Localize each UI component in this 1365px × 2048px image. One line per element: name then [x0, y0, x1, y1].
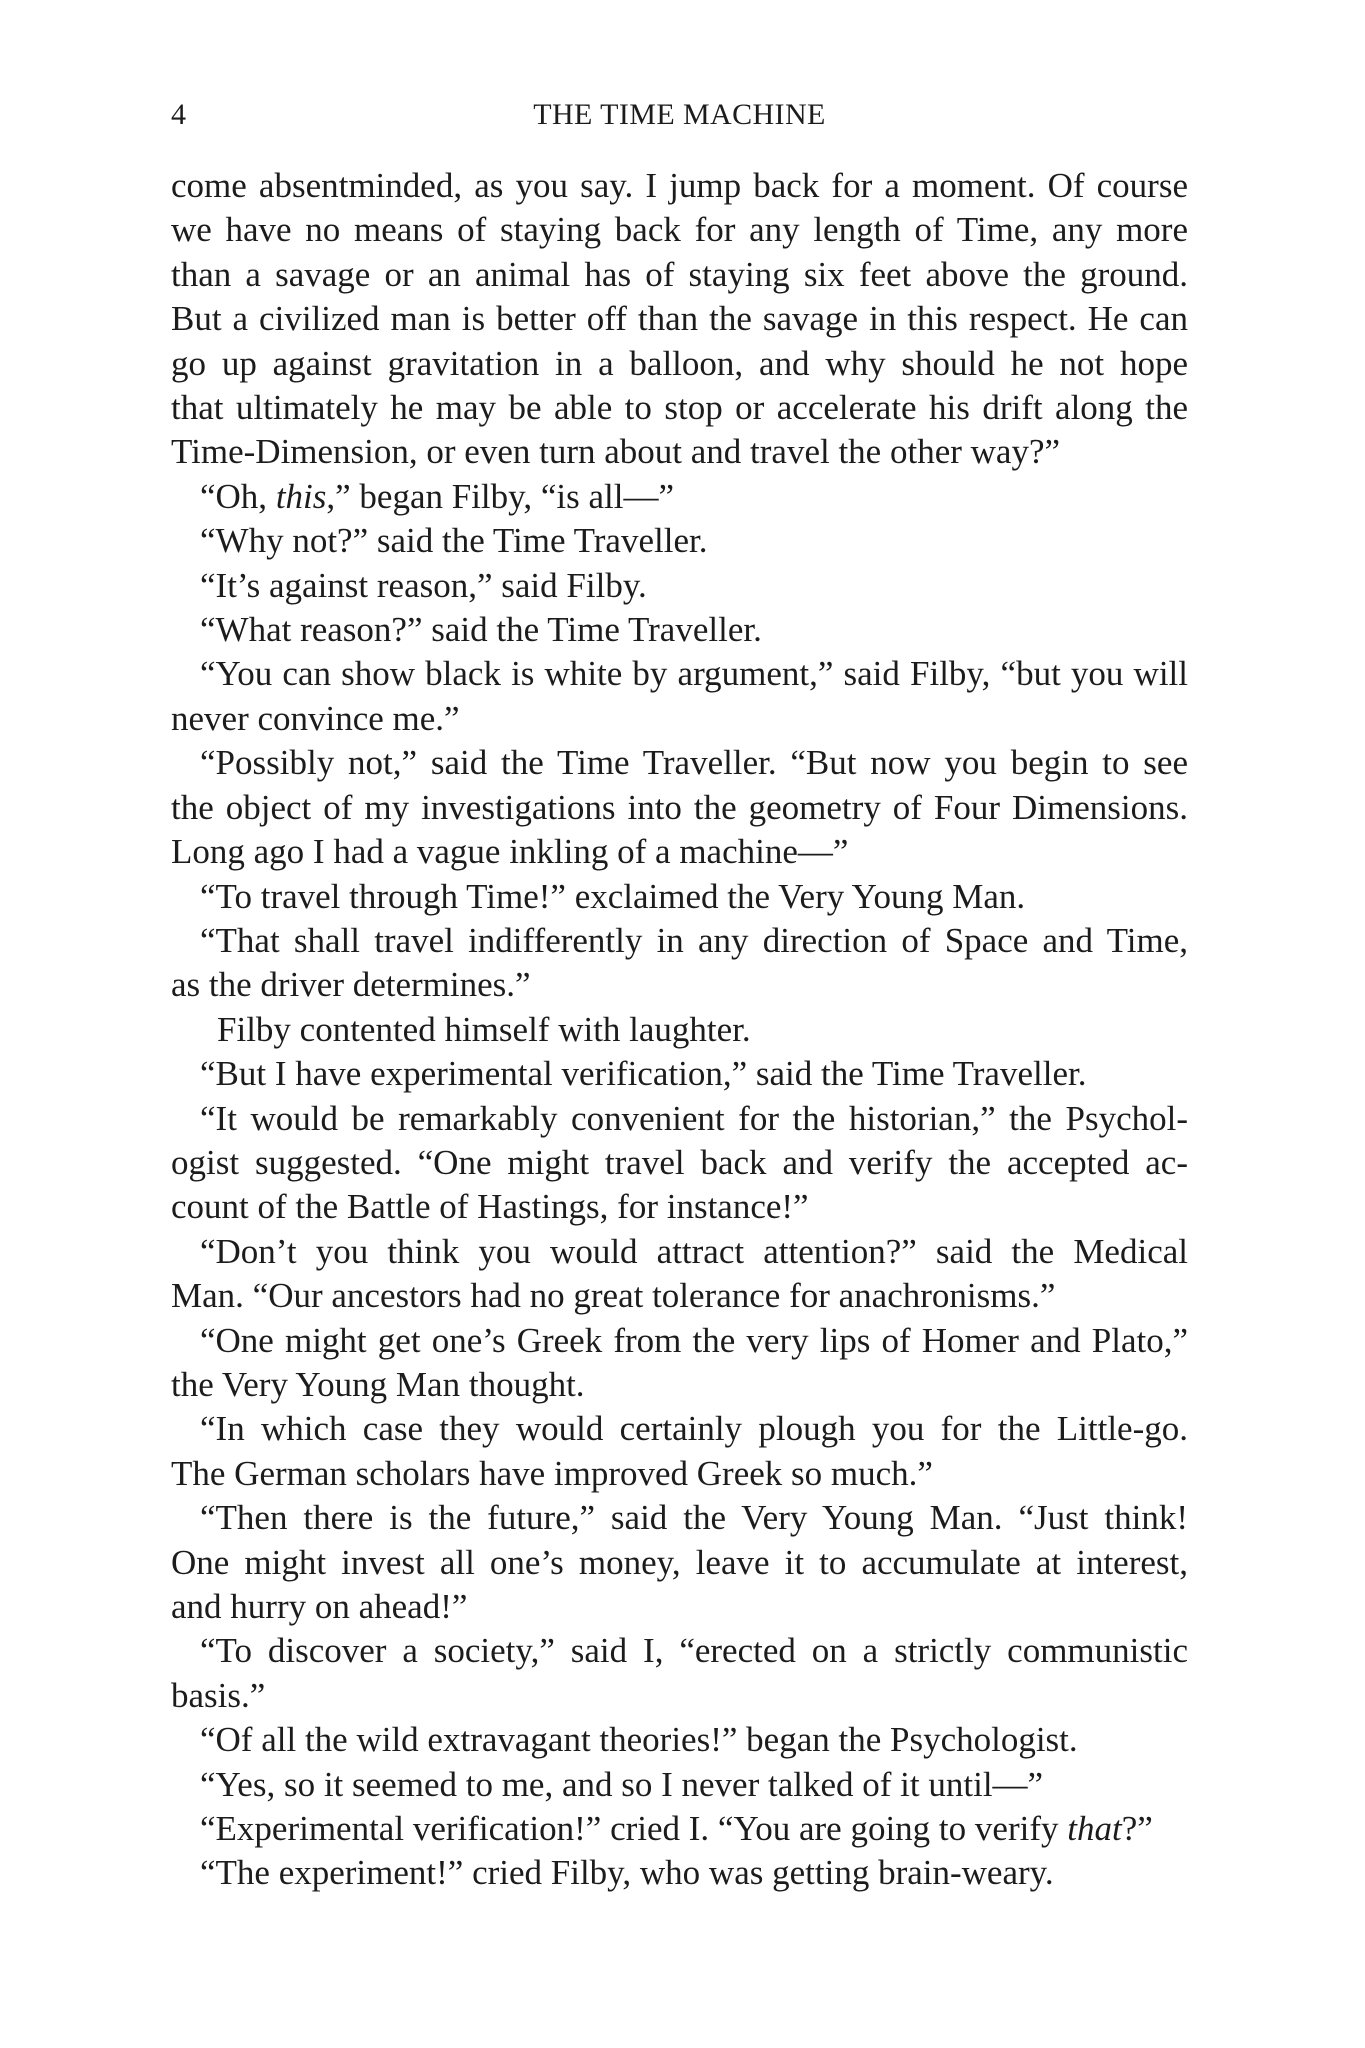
text-line: that ultimately he may be able to stop or accelerate his drift along the — [171, 388, 1188, 428]
text-line — [171, 1807, 1188, 1851]
paragraph — [171, 608, 1188, 652]
text-line: ogist suggested. “One might travel back and verify the accepted ac- — [171, 1142, 1188, 1182]
text-run: ,” began Filby, “is all—” — [326, 476, 675, 516]
text-line: “It would be remarkably convenient for the historian,” the Psychol- — [200, 1098, 1188, 1138]
text-line: the object of my investigations into the geometry of Four Dimensions. — [171, 787, 1188, 827]
text-line: “Don’t you think you would attract attention?” said the Medical — [200, 1231, 1188, 1271]
paragraph — [171, 1052, 1188, 1096]
text-line: count of the Battle of Hastings, for instance!” — [171, 1187, 809, 1227]
paragraph — [171, 564, 1188, 608]
paragraph — [171, 741, 1188, 874]
paragraph — [171, 475, 1188, 519]
text-line: come absentminded, as you say. I jump back for a moment. Of course — [171, 166, 1188, 205]
text-line: “Possibly not,” said the Time Traveller. “But now you begin to see — [200, 743, 1188, 783]
text-line: Time-Dimension, or even turn about and travel the other way?” — [171, 432, 1061, 472]
text-line: The German scholars have improved Greek so much.” — [171, 1453, 933, 1493]
text-line: “You can show black is white by argument,” said Filby, “but you will — [200, 654, 1188, 694]
text-line: Long ago I had a vague inkling of a machine—” — [171, 832, 849, 872]
paragraph — [171, 1319, 1188, 1408]
paragraph — [171, 519, 1188, 563]
text-line: “Then there is the future,” said the Very Young Man. “Just think! — [200, 1498, 1188, 1538]
paragraph — [171, 919, 1188, 1008]
text-line: go up against gravitation in a balloon, and why should he not hope — [171, 343, 1188, 383]
text-line: “Why not?” said the Time Traveller. — [200, 521, 708, 561]
paragraph — [171, 1407, 1188, 1496]
text-line: One might invest all one’s money, leave it to accumulate at interest, — [171, 1542, 1188, 1582]
paragraph — [171, 1807, 1188, 1851]
text-line: than a savage or an animal has of staying six feet above the ground. — [171, 254, 1188, 294]
text-line: and hurry on ahead!” — [171, 1587, 468, 1626]
running-title: THE TIME MACHINE — [533, 98, 826, 131]
text-line: we have no means of staying back for any length of Time, any more — [171, 210, 1188, 250]
italic-text-run: this — [275, 476, 327, 516]
text-line: basis.” — [171, 1675, 266, 1715]
paragraph — [171, 1008, 1188, 1052]
text-line: “That shall travel indifferently in any direction of Space and Time, — [200, 920, 1188, 960]
text-line: Filby contented himself with laughter. — [217, 1009, 751, 1049]
body-text — [171, 164, 1188, 1896]
paragraph — [171, 164, 1188, 475]
paragraph — [171, 1763, 1188, 1807]
text-line: “To travel through Time!” exclaimed the Very Young Man. — [200, 876, 1026, 916]
text-line: “The experiment!” cried Filby, who was getting brain-weary. — [200, 1853, 1054, 1893]
text-line: “Yes, so it seemed to me, and so I never talked of it until—” — [200, 1764, 1044, 1804]
text-line: never convince me.” — [171, 698, 460, 738]
paragraph — [171, 1629, 1188, 1718]
paragraph — [171, 1718, 1188, 1762]
paragraph — [171, 1496, 1188, 1629]
page-number: 4 — [171, 98, 186, 131]
text-line: as the driver determines.” — [171, 965, 531, 1005]
text-line: “Of all the wild extravagant theories!” began the Psychologist. — [200, 1720, 1078, 1760]
text-line: But a civilized man is better off than the savage in this respect. He can — [171, 299, 1188, 339]
text-line: “It’s against reason,” said Filby. — [200, 565, 647, 605]
text-run: “Experimental verification!” cried I. “You are going to verify — [200, 1809, 1068, 1849]
page-header — [171, 95, 1188, 135]
paragraph — [171, 1097, 1188, 1230]
paragraph — [171, 875, 1188, 919]
paragraph — [171, 1230, 1188, 1319]
text-line: “In which case they would certainly plough you for the Little-go. — [200, 1409, 1188, 1449]
text-run: “Oh, — [200, 476, 276, 516]
paragraph — [171, 652, 1188, 741]
italic-text-run: that — [1067, 1809, 1122, 1849]
text-line: “One might get one’s Greek from the very lips of Homer and Plato,” — [200, 1320, 1188, 1360]
text-line: “What reason?” said the Time Traveller. — [200, 610, 762, 650]
text-line: “To discover a society,” said I, “erected on a strictly communistic — [200, 1631, 1188, 1671]
text-run: ?” — [1121, 1809, 1153, 1849]
text-line: Man. “Our ancestors had no great tolerance for anachronisms.” — [171, 1276, 1056, 1316]
text-line: “But I have experimental verification,” said the Time Traveller. — [200, 1054, 1087, 1094]
text-line: the Very Young Man thought. — [171, 1364, 585, 1404]
text-line — [171, 475, 1188, 519]
paragraph — [171, 1851, 1188, 1895]
